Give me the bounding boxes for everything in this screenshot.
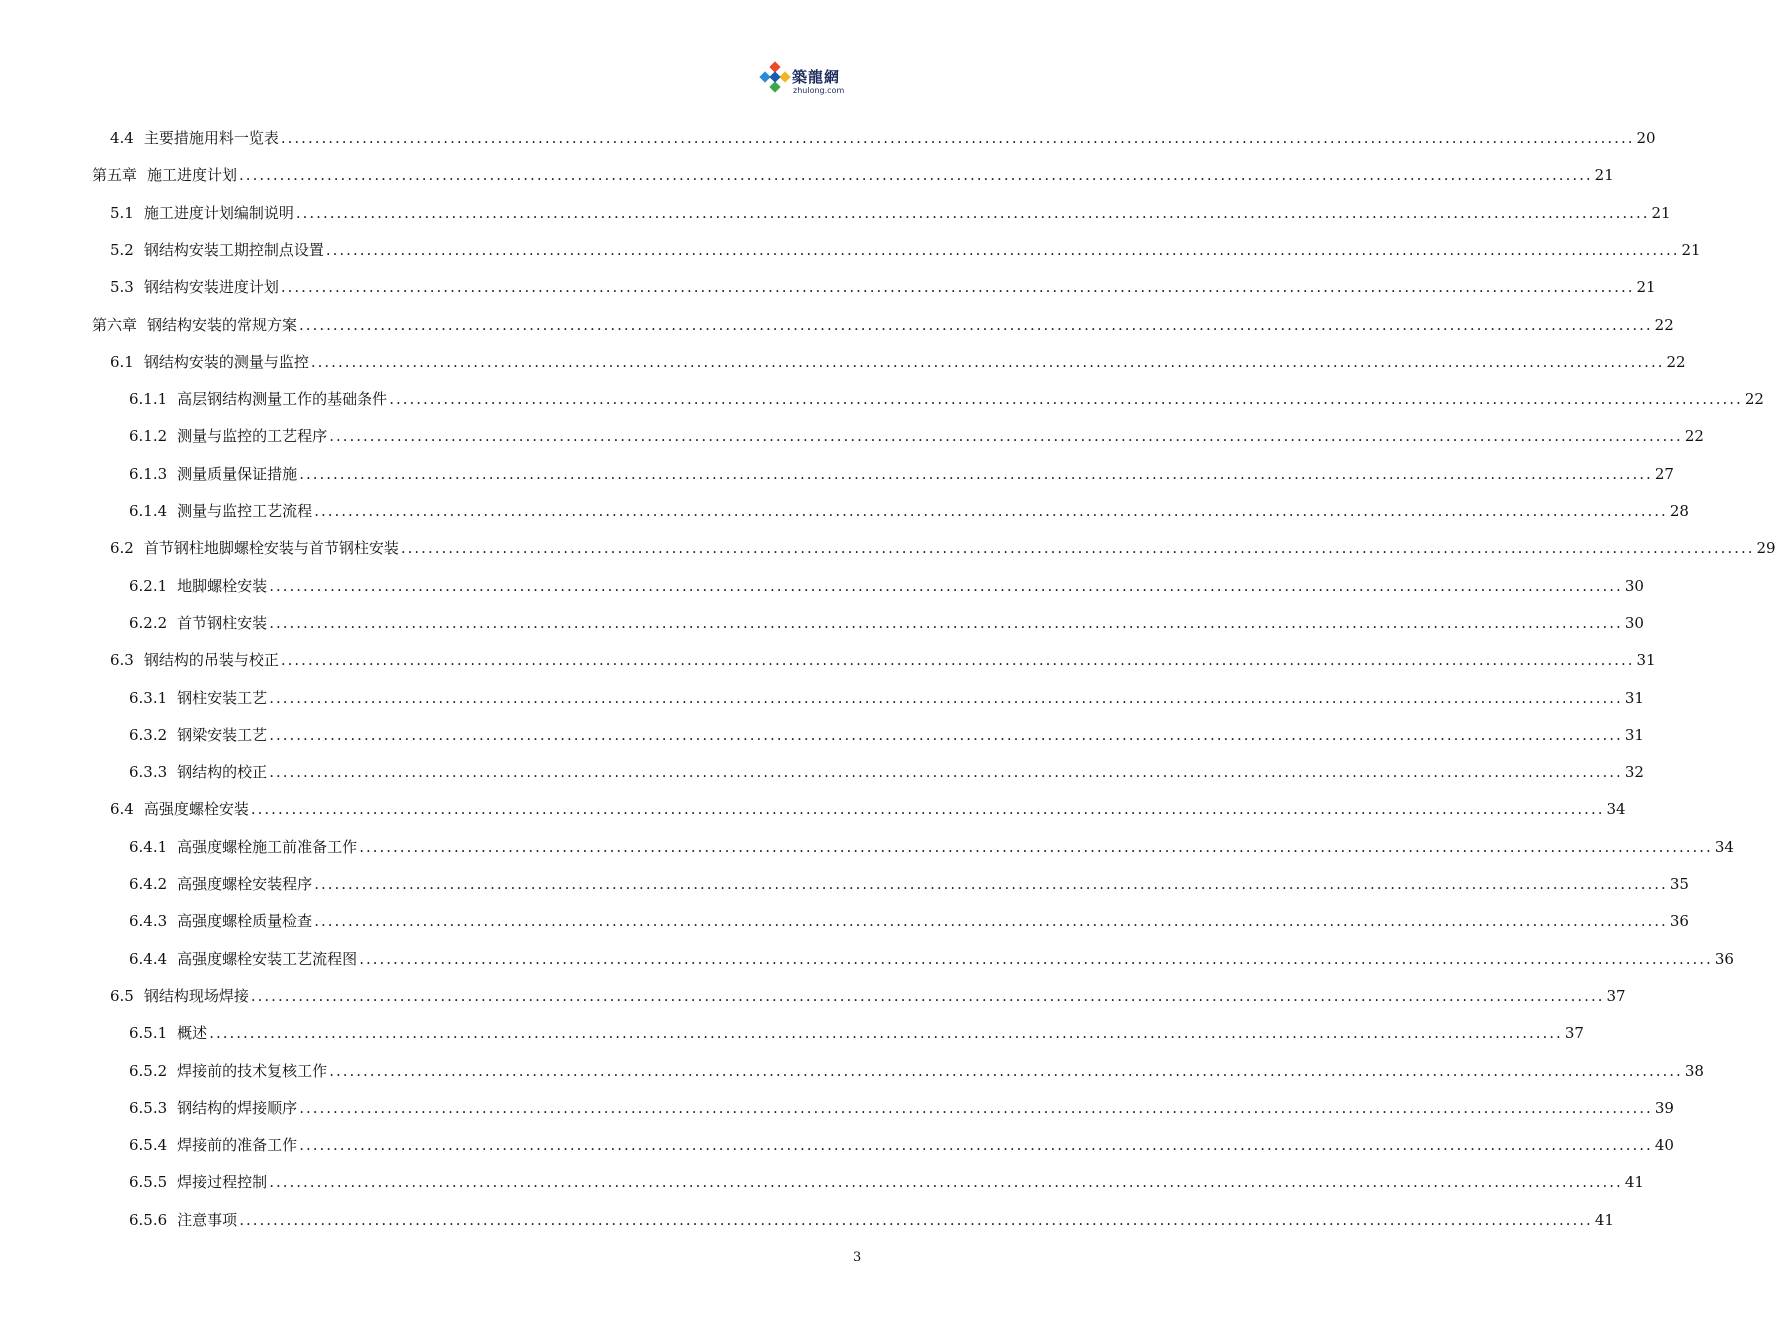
toc-entry-number: 第五章	[92, 166, 138, 185]
toc-leader-dots: ........................................................................................................................................................................................................	[299, 1098, 1653, 1117]
toc-entry-number: 6.1.3	[129, 464, 168, 483]
toc-entry-page: 37	[1564, 1024, 1584, 1043]
toc-entry-title: 主要措施用料一览表	[143, 129, 279, 147]
toc-entry-title: 钢结构安装的测量与监控	[143, 352, 309, 371]
toc-entry-number: 6.1.1	[129, 390, 168, 409]
toc-entry-title: 高强度螺栓质量检查	[177, 912, 313, 931]
toc-entry-number: 6.4	[110, 800, 134, 819]
toc-leader-dots: ........................................................................................................................................................................................................	[269, 576, 1623, 595]
toc-leader-dots: ........................................................................................................................................................................................................	[280, 278, 1635, 297]
toc-entry[interactable]	[129, 416, 1704, 446]
toc-entry-number: 5.3	[110, 278, 134, 297]
toc-entry-number: 6.5.1	[129, 1024, 168, 1043]
toc-entry[interactable]	[129, 1200, 1614, 1230]
toc-entry-title: 焊接前的技术复核工作	[177, 1061, 328, 1080]
toc-entry[interactable]	[129, 901, 1689, 931]
toc-leader-dots: ........................................................................................................................................................................................................	[269, 725, 1623, 744]
toc-entry-page: 34	[1606, 800, 1626, 819]
toc-entry-page: 22	[1744, 390, 1764, 409]
toc-entry-title: 高层钢结构测量工作的基础条件	[177, 390, 388, 409]
toc-entry-number: 6.5.6	[129, 1210, 168, 1229]
toc-entry-title: 钢梁安装工艺	[177, 725, 268, 744]
toc-entry-page: 34	[1714, 837, 1734, 856]
toc-entry-title: 施工进度计划编制说明	[143, 203, 294, 222]
toc-entry-page: 21	[1594, 166, 1614, 185]
page-number: 3	[853, 1250, 862, 1265]
toc-entry-number: 6.3.2	[129, 725, 168, 744]
toc-entry-number: 6.4.3	[129, 912, 168, 931]
toc-entry[interactable]	[110, 193, 1671, 223]
toc-entry[interactable]	[92, 155, 1614, 185]
toc-entry-page: 32	[1624, 763, 1644, 782]
toc-entry-title: 钢柱安装工艺	[177, 688, 268, 707]
toc-leader-dots: ........................................................................................................................................................................................................	[314, 875, 1668, 893]
toc-entry[interactable]	[129, 491, 1689, 521]
toc-entry-number: 6.2.2	[129, 613, 168, 632]
toc-entry-number: 6.3.3	[129, 763, 168, 782]
toc-entry[interactable]	[129, 1162, 1644, 1192]
toc-leader-dots: ........................................................................................................................................................................................................	[269, 688, 1623, 707]
toc-leader-dots: ........................................................................................................................................................................................................	[325, 240, 1680, 259]
toc-entry-page: 28	[1669, 502, 1689, 520]
toc-entry-page: 36	[1714, 949, 1734, 968]
toc-entry-title: 地脚螺栓安装	[177, 576, 268, 595]
toc-entry-number: 6.1.4	[129, 502, 168, 520]
toc-entry[interactable]	[110, 528, 1776, 558]
toc-entry-page: 38	[1684, 1061, 1704, 1080]
toc-entry-number: 6.3	[110, 651, 134, 670]
toc-leader-dots: ........................................................................................................................................................................................................	[209, 1024, 1563, 1043]
toc-entry-page: 22	[1654, 315, 1674, 334]
toc-entry-title: 高强度螺栓安装程序	[177, 875, 313, 893]
toc-leader-dots: ........................................................................................................................................................................................................	[299, 464, 1653, 483]
toc-entry[interactable]	[129, 715, 1644, 745]
toc-entry-page: 30	[1624, 576, 1644, 595]
toc-entry[interactable]	[129, 603, 1644, 633]
toc-entry-page: 31	[1636, 651, 1656, 670]
toc-entry-number: 6.5.4	[129, 1136, 168, 1155]
zhulong-logo	[760, 62, 860, 102]
toc-leader-dots: ........................................................................................................................................................................................................	[280, 651, 1635, 670]
toc-entry-page: 35	[1669, 875, 1689, 893]
toc-entry-page: 41	[1624, 1173, 1644, 1192]
toc-entry-number: 6.5.5	[129, 1173, 168, 1192]
toc-entry-page: 29	[1756, 539, 1776, 558]
toc-entry-page: 36	[1669, 912, 1689, 931]
toc-leader-dots: ........................................................................................................................................................................................................	[310, 352, 1665, 371]
toc-entry[interactable]	[129, 864, 1689, 894]
toc-entry-title: 注意事项	[177, 1210, 238, 1229]
toc-entry-title: 高强度螺栓施工前准备工作	[177, 837, 358, 856]
toc-entry-number: 6.4.1	[129, 837, 168, 856]
toc-entry[interactable]	[129, 379, 1764, 409]
toc-entry-title: 高强度螺栓安装	[143, 800, 249, 819]
toc-entry-page: 22	[1684, 427, 1704, 446]
toc-entry-number: 6.5.3	[129, 1098, 168, 1117]
toc-leader-dots: ........................................................................................................................................................................................................	[299, 1136, 1653, 1155]
toc-entry-page: 21	[1651, 203, 1671, 222]
toc-entry[interactable]	[129, 752, 1644, 782]
toc-entry[interactable]	[129, 566, 1644, 596]
toc-leader-dots: ........................................................................................................................................................................................................	[239, 1210, 1593, 1229]
toc-leader-dots: ........................................................................................................................................................................................................	[269, 1173, 1623, 1192]
toc-entry-page: 21	[1681, 240, 1701, 259]
toc-leader-dots: ........................................................................................................................................................................................................	[280, 129, 1635, 147]
toc-entry-title: 施工进度计划	[147, 166, 238, 185]
toc-entry[interactable]	[110, 267, 1656, 297]
toc-entry-title: 钢结构的校正	[177, 763, 268, 782]
toc-entry[interactable]	[110, 789, 1626, 819]
toc-entry-page: 22	[1666, 352, 1686, 371]
toc-entry[interactable]	[110, 342, 1686, 372]
toc-entry-page: 27	[1654, 464, 1674, 483]
toc-entry-title: 概述	[177, 1024, 208, 1043]
toc-entry-title: 焊接前的准备工作	[177, 1136, 298, 1155]
toc-entry[interactable]	[110, 118, 1656, 148]
toc-entry-title: 高强度螺栓安装工艺流程图	[177, 949, 358, 968]
toc-entry-number: 6.2	[110, 539, 134, 558]
toc-entry[interactable]	[129, 1051, 1704, 1081]
toc-entry[interactable]	[110, 976, 1626, 1006]
toc-entry-title: 钢结构的吊装与校正	[143, 651, 279, 670]
toc-leader-dots: ........................................................................................................................................................................................................	[314, 502, 1668, 520]
toc-entry-title: 钢结构安装的常规方案	[147, 315, 298, 334]
toc-entry-number: 6.4.4	[129, 949, 168, 968]
toc-entry-title: 焊接过程控制	[177, 1173, 268, 1192]
toc-entry[interactable]	[129, 1013, 1584, 1043]
toc-entry-number: 6.2.1	[129, 576, 168, 595]
toc-entry[interactable]	[110, 640, 1656, 670]
toc-entry-number: 6.3.1	[129, 688, 168, 707]
toc-entry-page: 40	[1654, 1136, 1674, 1155]
toc-entry[interactable]	[110, 230, 1701, 260]
toc-entry-title: 钢结构安装工期控制点设置	[143, 240, 324, 259]
toc-entry-title: 钢结构安装进度计划	[143, 278, 279, 297]
logo-text: 築龍網	[792, 68, 841, 86]
toc-entry-title: 钢结构现场焊接	[143, 986, 249, 1005]
toc-leader-dots: ........................................................................................................................................................................................................	[295, 203, 1650, 222]
toc-leader-dots: ........................................................................................................................................................................................................	[400, 539, 1755, 558]
toc-leader-dots: ........................................................................................................................................................................................................	[269, 763, 1623, 782]
toc-entry-title: 首节钢柱地脚螺栓安装与首节钢柱安装	[143, 539, 399, 558]
toc-entry[interactable]	[129, 678, 1644, 708]
toc-entry-page: 30	[1624, 613, 1644, 632]
toc-entry-page: 31	[1624, 688, 1644, 707]
toc-entry-page: 21	[1636, 278, 1656, 297]
toc-entry-number: 6.1.2	[129, 427, 168, 446]
toc-entry[interactable]	[129, 939, 1734, 969]
toc-entry-number: 6.1	[110, 352, 134, 371]
toc-entry-number: 6.5.2	[129, 1061, 168, 1080]
toc-leader-dots: ........................................................................................................................................................................................................	[250, 986, 1605, 1005]
toc-entry-number: 第六章	[92, 315, 138, 334]
toc-leader-dots: ........................................................................................................................................................................................................	[269, 613, 1623, 632]
toc-entry-number: 6.4.2	[129, 875, 168, 893]
toc-entry-title: 测量与监控工艺流程	[177, 502, 313, 520]
toc-entry-title: 测量质量保证措施	[177, 464, 298, 483]
toc-leader-dots: ........................................................................................................................................................................................................	[314, 912, 1668, 931]
toc-entry-number: 5.1	[110, 203, 134, 222]
toc-entry-page: 41	[1594, 1210, 1614, 1229]
toc-entry-title: 钢结构的焊接顺序	[177, 1098, 298, 1117]
toc-leader-dots: ........................................................................................................................................................................................................	[389, 390, 1743, 409]
logo-url: zhulong.com	[793, 86, 845, 95]
toc-entry-number: 5.2	[110, 240, 134, 259]
toc-entry[interactable]	[129, 1088, 1674, 1118]
toc-entry-page: 39	[1654, 1098, 1674, 1117]
toc-entry-number: 6.5	[110, 986, 134, 1005]
logo-mark-icon	[760, 62, 790, 92]
toc-leader-dots: ........................................................................................................................................................................................................	[329, 1061, 1683, 1080]
toc-leader-dots: ........................................................................................................................................................................................................	[359, 837, 1713, 856]
toc-leader-dots: ........................................................................................................................................................................................................	[359, 949, 1713, 968]
toc-entry-title: 首节钢柱安装	[177, 613, 268, 632]
toc-entry[interactable]	[129, 454, 1674, 484]
toc-entry-title: 测量与监控的工艺程序	[177, 427, 328, 446]
toc-entry-page: 37	[1606, 986, 1626, 1005]
toc-entry[interactable]	[129, 827, 1734, 857]
toc-entry[interactable]	[92, 305, 1674, 335]
toc-leader-dots: ........................................................................................................................................................................................................	[299, 315, 1653, 334]
toc-entry-page: 20	[1636, 129, 1656, 147]
toc-entry-page: 31	[1624, 725, 1644, 744]
toc-entry[interactable]	[129, 1125, 1674, 1155]
toc-leader-dots: ........................................................................................................................................................................................................	[250, 800, 1605, 819]
toc-entry-number: 4.4	[110, 129, 134, 147]
toc-leader-dots: ........................................................................................................................................................................................................	[239, 166, 1593, 185]
toc-leader-dots: ........................................................................................................................................................................................................	[329, 427, 1683, 446]
